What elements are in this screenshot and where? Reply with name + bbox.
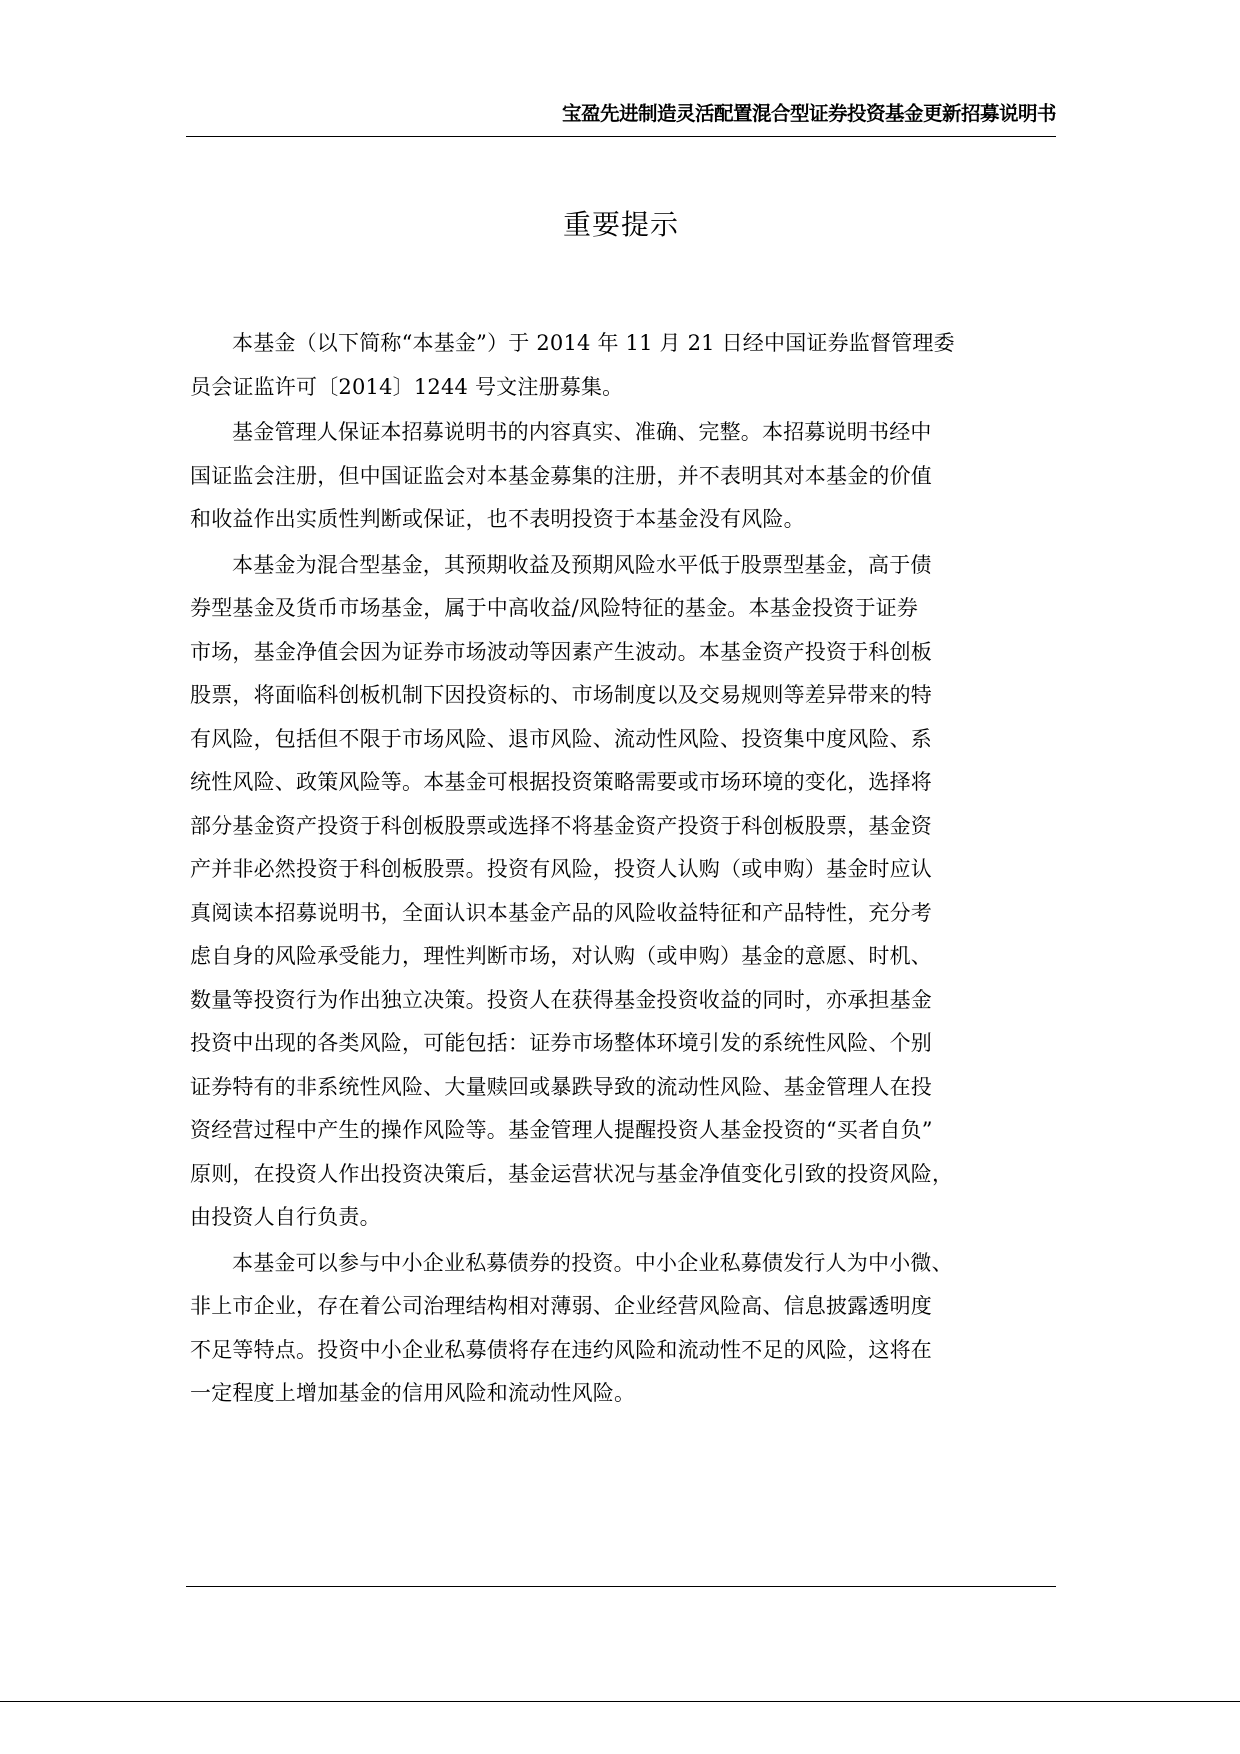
page-edge-line: [0, 1701, 1240, 1702]
text-line: 基金管理人保证本招募说明书的内容真实、准确、完整。本招募说明书经中: [232, 420, 932, 444]
text-line: 券型基金及货币市场基金，属于中高收益/风险特征的基金。本基金投资于证券: [190, 596, 919, 620]
paragraph-manager-guarantee: [190, 411, 1075, 542]
text-line: 国证监会注册，但中国证监会对本基金募集的注册，并不表明其对本基金的价值: [190, 463, 932, 488]
text-line: 由投资人自行负责。: [190, 1205, 381, 1229]
text-line: 数量等投资行为作出独立决策。投资人在获得基金投资收益的同时，亦承担基金: [190, 987, 932, 1012]
paragraph-registration: [190, 322, 1075, 409]
text-line: 和收益作出实质性判断或保证，也不表明投资于本基金没有风险。: [190, 507, 805, 531]
page-title: 重要提示: [562, 208, 679, 241]
text-line: 不足等特点。投资中小企业私募债将存在违约风险和流动性不足的风险，这将在: [190, 1337, 932, 1362]
text-line: 一定程度上增加基金的信用风险和流动性风险。: [190, 1381, 636, 1405]
text-line: 有风险，包括但不限于市场风险、退市风险、流动性风险、投资集中度风险、系: [190, 726, 932, 751]
text-line: 本基金（以下简称“本基金”）于 2014 年 11 月 21 日经中国证券监督管理委: [232, 331, 955, 355]
header-divider: [186, 136, 1056, 137]
text-line: 证券特有的非系统性风险、大量赎回或暴跌导致的流动性风险、基金管理人在投: [190, 1074, 932, 1099]
text-line: 部分基金资产投资于科创板股票或选择不将基金资产投资于科创板股票，基金资: [190, 813, 932, 838]
paragraph-risk-disclosure: [190, 544, 1075, 1240]
text-line: 员会证监许可〔2014〕1244 号文注册募集。: [190, 374, 624, 399]
text-line: 非上市企业，存在着公司治理结构相对薄弱、企业经营风险高、信息披露透明度: [190, 1294, 932, 1318]
text-line: 产并非必然投资于科创板股票。投资有风险，投资人认购（或申购）基金时应认: [190, 857, 932, 881]
text-line: 原则，在投资人作出投资决策后，基金运营状况与基金净值变化引致的投资风险，: [190, 1161, 954, 1186]
text-line: 市场，基金净值会因为证券市场波动等因素产生波动。本基金资产投资于科创板: [190, 639, 932, 664]
running-header-title: 宝盈先进制造灵活配置混合型证券投资基金更新招募说明书: [561, 102, 1056, 125]
text-line: 股票，将面临科创板机制下因投资标的、市场制度以及交易规则等差异带来的特: [190, 683, 932, 707]
text-line: 本基金可以参与中小企业私募债券的投资。中小企业私募债发行人为中小微、: [232, 1250, 953, 1275]
body-text: [190, 322, 1075, 1418]
paragraph-private-bonds: [190, 1242, 1075, 1416]
text-line: 资经营过程中产生的操作风险等。基金管理人提醒投资人基金投资的“买者自负”: [190, 1118, 933, 1142]
text-line: 真阅读本招募说明书，全面认识本基金产品的风险收益特征和产品特性，充分考: [190, 900, 932, 925]
text-line: 统性风险、政策风险等。本基金可根据投资策略需要或市场环境的变化，选择将: [190, 770, 932, 794]
footer-divider: [186, 1586, 1056, 1587]
text-line: 本基金为混合型基金，其预期收益及预期风险水平低于股票型基金，高于债: [232, 552, 932, 577]
text-line: 投资中出现的各类风险，可能包括：证券市场整体环境引发的系统性风险、个别: [190, 1031, 932, 1055]
text-line: 虑自身的风险承受能力，理性判断市场，对认购（或申购）基金的意愿、时机、: [190, 944, 932, 968]
